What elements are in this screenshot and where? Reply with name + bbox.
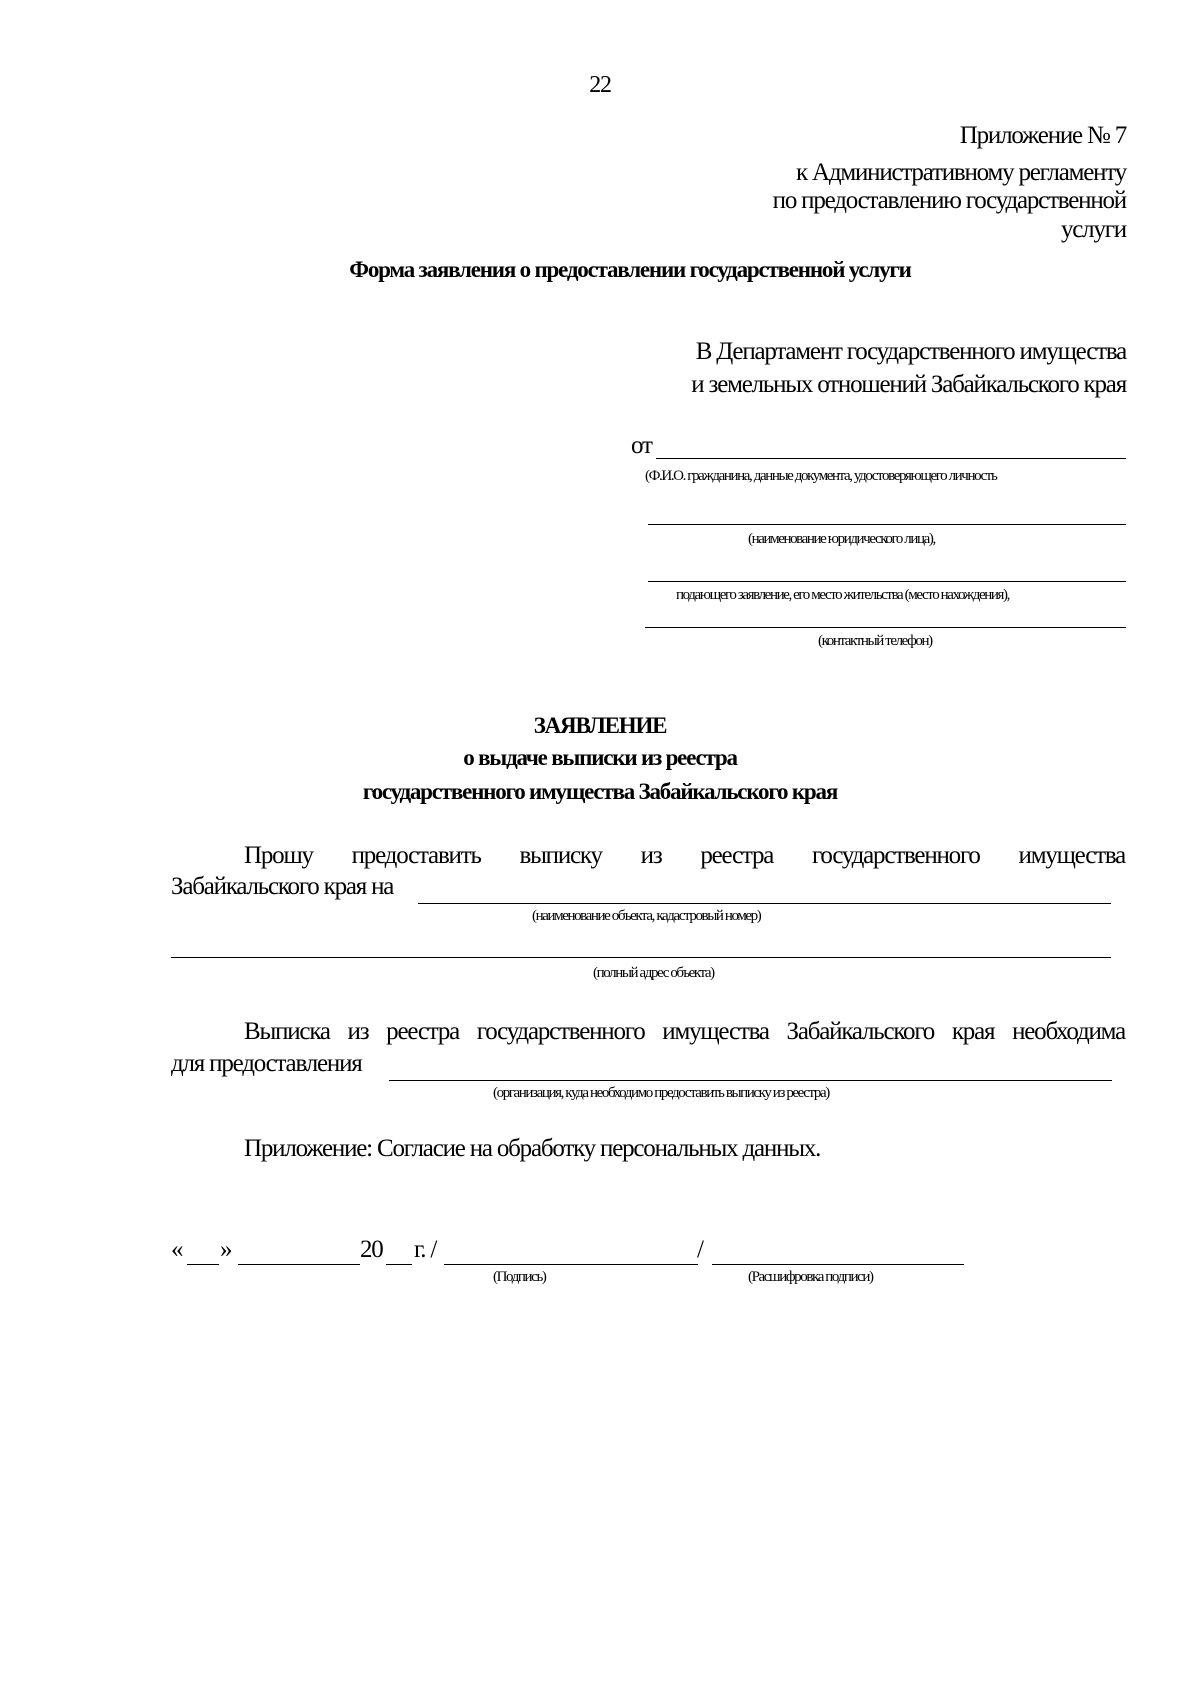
date-year-field[interactable] [386,1240,412,1265]
signature-decode-hint: (Расшифровка подписи) [748,1269,873,1285]
object-address-hint: (полный адрес объекта) [593,965,714,981]
applicant-address-field[interactable] [648,555,1126,582]
purpose-organization-hint: (организация, куда необходимо предоставить выписку из реестра) [493,1085,829,1101]
purpose-organization-field[interactable] [389,1052,1112,1081]
object-name-hint: (наименование объекта, кадастровый номер) [532,908,761,924]
applicant-phone-hint: (контактный телефон) [818,633,932,649]
attachment-note: Приложение: Согласие на обработку персональных данных. [244,1135,821,1162]
object-address-field[interactable] [171,933,1111,958]
applicant-address-hint: подающего заявление, его место жительства (место нахождения), [676,587,1009,603]
statement-subtitle-1: о выдаче выписки из реестра [463,745,737,770]
purpose-line-1: Выписка из реестра государственного имущества Забайкальского края необходима [244,1018,1125,1045]
addressee-block [691,335,1126,401]
from-label: от [631,432,652,459]
applicant-legal-hint: (наименование юридического лица), [748,531,935,547]
request-line-2: Забайкальского края на [171,873,394,900]
date-quote-open: « [171,1236,183,1263]
addressee-line-2: и земельных отношений Забайкальского края [691,371,1126,398]
applicant-phone-field[interactable] [645,605,1126,628]
object-name-field[interactable] [418,875,1111,904]
appendix-line-3: по предоставлению государственной [772,187,1126,214]
page-number: 22 [589,72,611,98]
applicant-fio-hint: (Ф.И.О. гражданина, данные документа, удостоверяющего личность [645,468,997,484]
date-year-suffix: г. / [414,1236,437,1263]
date-month-field[interactable] [238,1240,360,1265]
statement-subtitle-2: государственного имущества Забайкальского края [362,779,838,804]
appendix-line-1: Приложение № 7 [959,122,1126,149]
applicant-legal-field[interactable] [648,497,1126,525]
appendix-line-4: услуги [1060,216,1126,243]
applicant-fio-field[interactable] [656,432,1126,459]
form-title: Форма заявления о предоставлении государственной услуги [349,257,911,282]
date-quote-close: » [220,1236,232,1263]
signature-decode-field[interactable] [712,1240,964,1265]
statement-title: ЗАЯВЛЕНИЕ [533,713,667,738]
date-day-field[interactable] [187,1240,219,1265]
signature-field[interactable] [444,1240,698,1265]
appendix-line-2: к Административному регламенту [795,159,1126,186]
signature-hint: (Подпись) [493,1269,546,1285]
purpose-line-2: для предоставления [171,1050,362,1077]
addressee-line-1: В Департамент государственного имущества [695,338,1126,365]
signature-slash: / [697,1236,703,1263]
request-line-1: Прошу предоставить выписку из реестра государственного имущества [244,842,1125,869]
date-year-prefix: 20 [360,1236,383,1263]
